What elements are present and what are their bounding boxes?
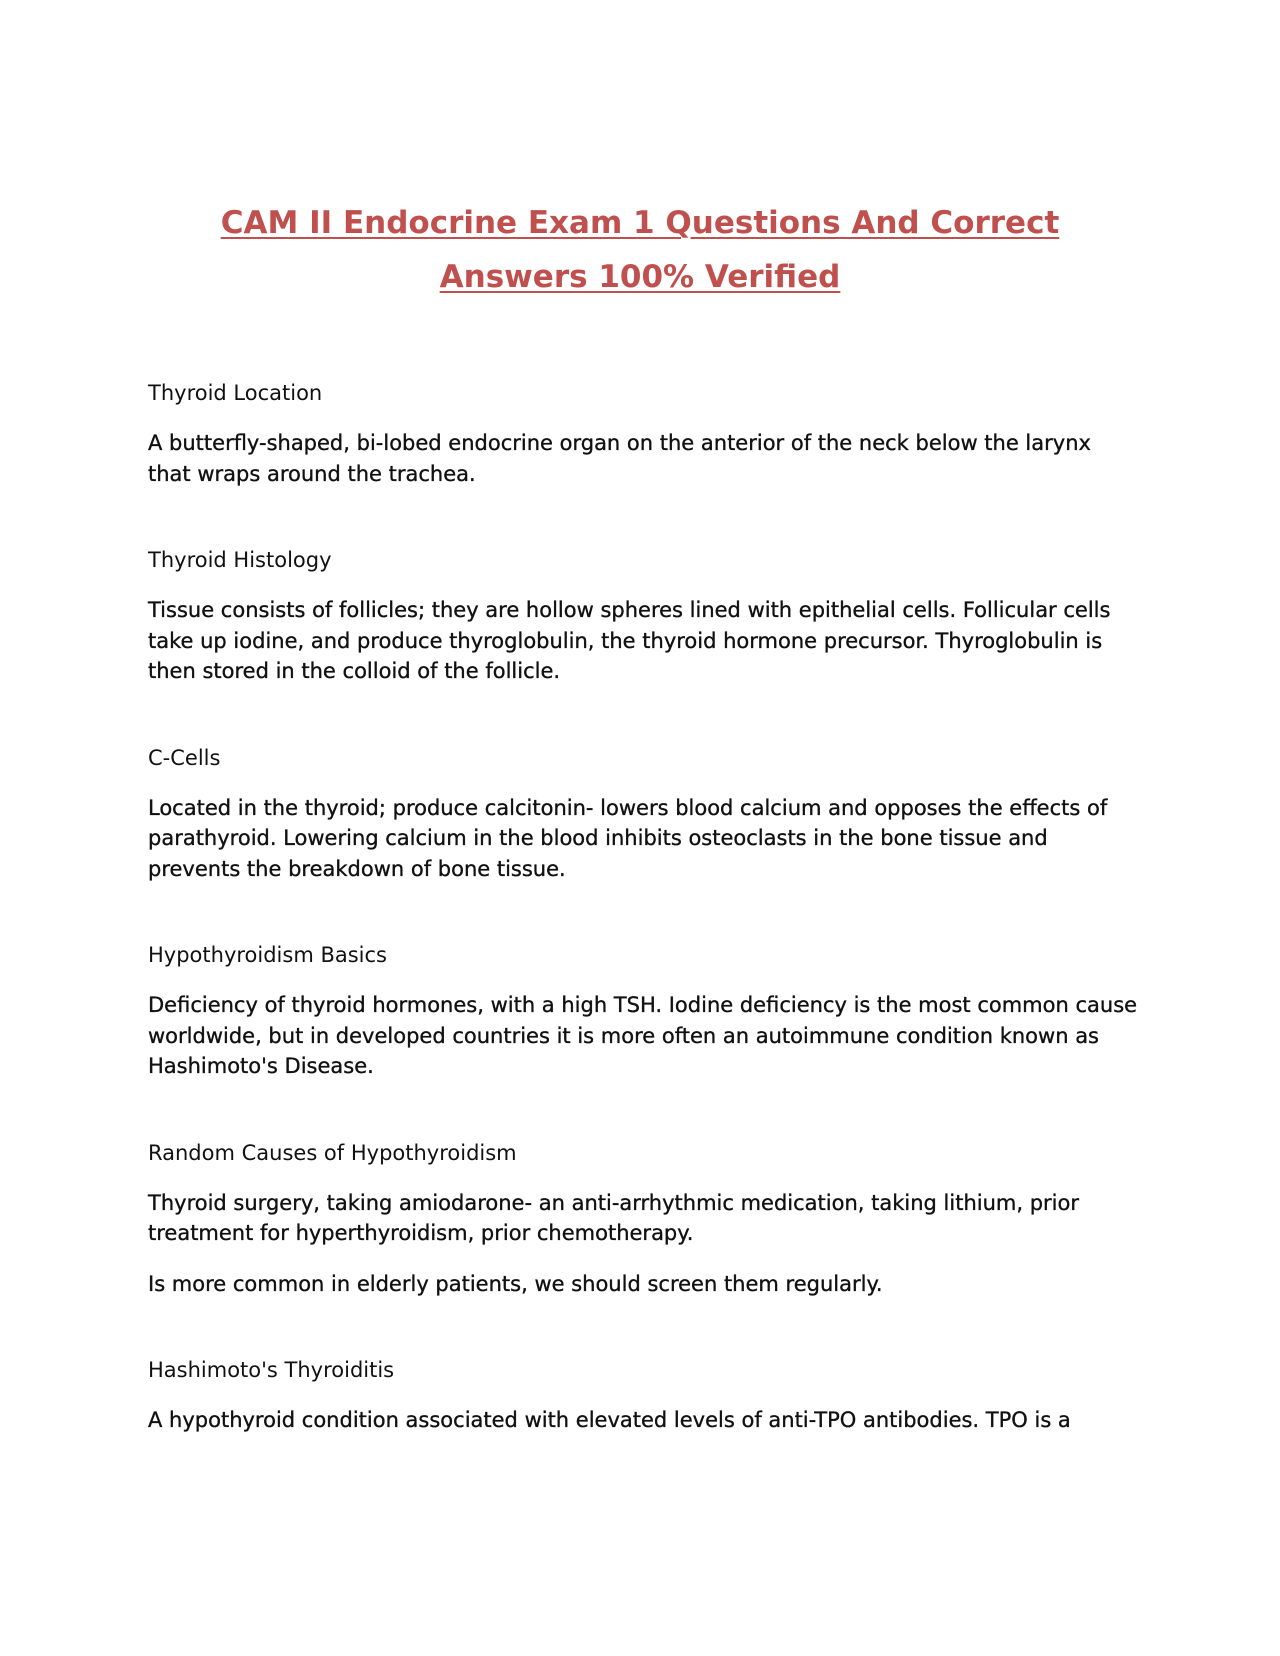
qa-entry <box>148 940 1138 1082</box>
qa-entry <box>148 1355 1138 1436</box>
qa-entry <box>148 378 1138 489</box>
document-title: CAM II Endocrine Exam 1 Questions And Correct Answers 100% Verified <box>220 205 1060 295</box>
entry-definition: Located in the thyroid; produce calcitonin- lowers blood calcium and opposes the effects of parathyroid. Lowering calcium in the blood inhibits osteoclasts in the bone tissue and prevents the breakdown of bone tissue. <box>148 795 1108 881</box>
qa-entry <box>148 545 1138 687</box>
qa-entry <box>148 743 1138 885</box>
entry-definition: A butterfly-shaped, bi-lobed endocrine organ on the anterior of the neck below the larynx that wraps around the trachea. <box>148 431 1091 486</box>
entry-definition: A hypothyroid condition associated with elevated levels of anti-TPO antibodies. TPO is a <box>148 1408 1071 1432</box>
entry-definition: Is more common in elderly patients, we should screen them regularly. <box>148 1271 883 1296</box>
entry-term: Random Causes of Hypothyroidism <box>148 1140 517 1165</box>
qa-entry <box>148 1138 1138 1300</box>
document-content <box>148 378 1138 1492</box>
entry-term: Thyroid Histology <box>148 548 332 572</box>
entry-term: C-Cells <box>148 745 221 770</box>
entry-definition: Thyroid surgery, taking amiodarone- an anti-arrhythmic medication, taking lithium, prior treatment for hyperthyroidism, prior chemotherapy. <box>148 1190 1079 1245</box>
entry-definition: Tissue consists of follicles; they are hollow spheres lined with epithelial cells. Follicular cells take up iodine, and produce thyroglobulin, the thyroid hormone precursor. Thyroglobulin is then stored in the colloid of the follicle. <box>148 598 1111 683</box>
entry-term: Hypothyroidism Basics <box>148 943 387 967</box>
entry-definition: Deficiency of thyroid hormones, with a high TSH. Iodine deficiency is the most common cause worldwide, but in developed countries it is more often an autoimmune condition known as Hashimoto's Disease. <box>148 993 1138 1078</box>
entry-term: Thyroid Location <box>148 381 323 405</box>
entry-term: Hashimoto's Thyroiditis <box>148 1358 395 1382</box>
